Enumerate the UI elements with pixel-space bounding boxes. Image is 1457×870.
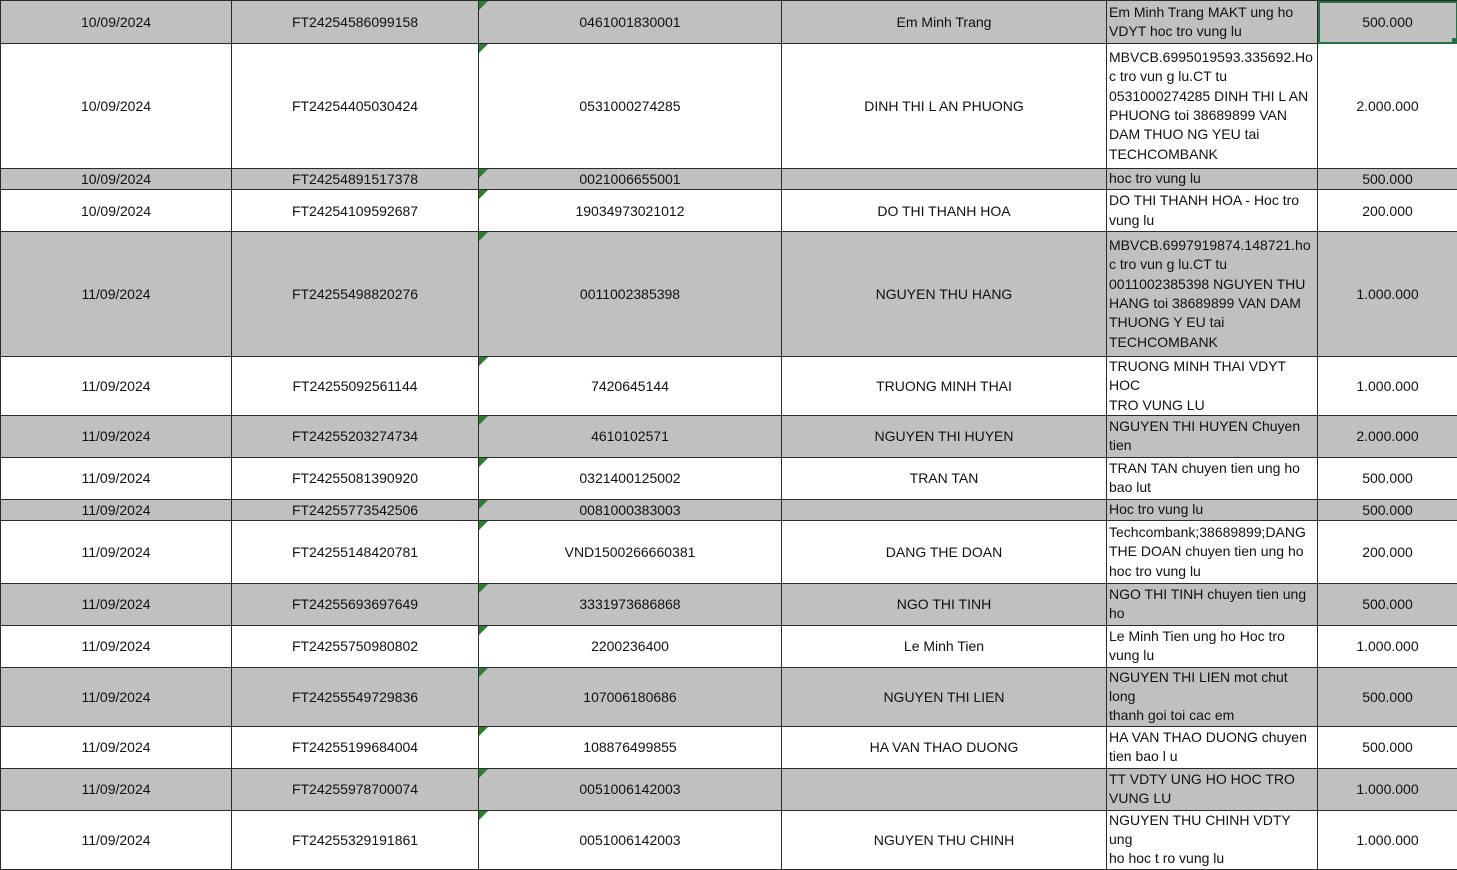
date-cell[interactable]: 11/09/2024	[1, 415, 232, 457]
account-cell[interactable]: 108876499855	[479, 726, 782, 768]
table-row	[1, 1, 1457, 44]
account-cell[interactable]: 0321400125002	[479, 457, 782, 499]
account-cell[interactable]: 3331973686868	[479, 583, 782, 625]
name-cell[interactable]: NGUYEN THI HUYEN	[782, 415, 1107, 457]
account-cell[interactable]: 0051006142003	[479, 810, 782, 869]
amount-cell[interactable]: 500.000	[1318, 499, 1457, 520]
description-cell[interactable]: TRAN TAN chuyen tien ung ho bao lut	[1107, 457, 1318, 499]
table-row	[1, 667, 1457, 726]
amount-cell[interactable]: 500.000	[1318, 667, 1457, 726]
reference-cell[interactable]: FT24255199684004	[232, 726, 479, 768]
amount-cell[interactable]: 1.000.000	[1318, 768, 1457, 810]
date-cell[interactable]: 11/09/2024	[1, 625, 232, 667]
account-cell[interactable]: 4610102571	[479, 415, 782, 457]
name-cell[interactable]: NGUYEN THI LIEN	[782, 667, 1107, 726]
name-cell[interactable]	[782, 169, 1107, 190]
amount-cell[interactable]: 1.000.000	[1318, 625, 1457, 667]
table-row	[1, 520, 1457, 583]
table-row	[1, 583, 1457, 625]
account-cell[interactable]: 0051006142003	[479, 768, 782, 810]
name-cell[interactable]: HA VAN THAO DUONG	[782, 726, 1107, 768]
name-cell[interactable]: Em Minh Trang	[782, 1, 1107, 44]
amount-cell[interactable]: 500.000	[1318, 169, 1457, 190]
name-cell[interactable]: NGUYEN THU HANG	[782, 232, 1107, 357]
account-cell[interactable]: 2200236400	[479, 625, 782, 667]
reference-cell[interactable]: FT24254109592687	[232, 190, 479, 232]
name-cell[interactable]	[782, 499, 1107, 520]
amount-cell[interactable]: 200.000	[1318, 520, 1457, 583]
date-cell[interactable]: 10/09/2024	[1, 190, 232, 232]
reference-cell[interactable]: FT24255693697649	[232, 583, 479, 625]
account-cell[interactable]: 0081000383003	[479, 499, 782, 520]
reference-cell[interactable]: FT24255549729836	[232, 667, 479, 726]
description-cell[interactable]: TRUONG MINH THAI VDYT HOC TRO VUNG LU	[1107, 357, 1318, 416]
amount-cell[interactable]: 500.000	[1318, 457, 1457, 499]
reference-cell[interactable]: FT24255978700074	[232, 768, 479, 810]
description-cell[interactable]: DO THI THANH HOA - Hoc tro vung lu	[1107, 190, 1318, 232]
description-cell[interactable]: Em Minh Trang MAKT ung ho VDYT hoc tro vung lu	[1107, 1, 1318, 44]
description-cell[interactable]: NGO THI TINH chuyen tien ung ho	[1107, 583, 1318, 625]
description-cell[interactable]: MBVCB.6995019593.335692.Ho c tro vun g lu.CT tu 0531000274285 DINH THI L AN PHUONG toi 38689899 VAN DAM THUO NG YEU tai TECHCOMBANK	[1107, 44, 1318, 169]
table-row	[1, 169, 1457, 190]
date-cell[interactable]: 11/09/2024	[1, 726, 232, 768]
amount-cell[interactable]: 2.000.000	[1318, 44, 1457, 169]
account-cell[interactable]: 19034973021012	[479, 190, 782, 232]
table-row	[1, 44, 1457, 169]
date-cell[interactable]: 11/09/2024	[1, 499, 232, 520]
reference-cell[interactable]: FT24255773542506	[232, 499, 479, 520]
name-cell[interactable]: TRUONG MINH THAI	[782, 357, 1107, 416]
date-cell[interactable]: 10/09/2024	[1, 169, 232, 190]
name-cell[interactable]	[782, 768, 1107, 810]
name-cell[interactable]: DINH THI L AN PHUONG	[782, 44, 1107, 169]
amount-cell[interactable]: 500.000	[1318, 583, 1457, 625]
description-cell[interactable]: HA VAN THAO DUONG chuyen tien bao l u	[1107, 726, 1318, 768]
date-cell[interactable]: 11/09/2024	[1, 232, 232, 357]
description-cell[interactable]: Techcombank;38689899;DANG THE DOAN chuyen tien ung ho hoc tro vung lu	[1107, 520, 1318, 583]
table-row	[1, 726, 1457, 768]
table-row	[1, 357, 1457, 416]
table-row	[1, 232, 1457, 357]
reference-cell[interactable]: FT24255750980802	[232, 625, 479, 667]
description-cell[interactable]: NGUYEN THU CHINH VDTY ung ho hoc t ro vung lu	[1107, 810, 1318, 869]
table-row	[1, 415, 1457, 457]
date-cell[interactable]: 10/09/2024	[1, 44, 232, 169]
account-cell[interactable]: 0011002385398	[479, 232, 782, 357]
reference-cell[interactable]: FT24255329191861	[232, 810, 479, 869]
date-cell[interactable]: 11/09/2024	[1, 520, 232, 583]
amount-cell[interactable]: 1.000.000	[1318, 357, 1457, 416]
account-cell[interactable]: VND1500266660381	[479, 520, 782, 583]
sheet-body	[1, 1, 1457, 870]
account-cell[interactable]: 107006180686	[479, 667, 782, 726]
description-cell[interactable]: NGUYEN THI HUYEN Chuyen tien	[1107, 415, 1318, 457]
amount-cell[interactable]: 200.000	[1318, 190, 1457, 232]
date-cell[interactable]: 11/09/2024	[1, 768, 232, 810]
table-row	[1, 499, 1457, 520]
description-cell[interactable]: Hoc tro vung lu	[1107, 499, 1318, 520]
name-cell[interactable]: NGO THI TINH	[782, 583, 1107, 625]
amount-cell[interactable]: 1.000.000	[1318, 810, 1457, 869]
amount-cell[interactable]: 2.000.000	[1318, 415, 1457, 457]
amount-cell[interactable]: 500.000	[1318, 726, 1457, 768]
reference-cell[interactable]: FT24254405030424	[232, 44, 479, 169]
date-cell[interactable]: 11/09/2024	[1, 810, 232, 869]
amount-cell[interactable]: 500.000	[1318, 1, 1457, 44]
account-cell[interactable]: 7420645144	[479, 357, 782, 416]
date-cell[interactable]: 11/09/2024	[1, 457, 232, 499]
name-cell[interactable]: DANG THE DOAN	[782, 520, 1107, 583]
reference-cell[interactable]: FT24254891517378	[232, 169, 479, 190]
description-cell[interactable]: MBVCB.6997919874.148721.ho c tro vun g lu.CT tu 0011002385398 NGUYEN THU HANG toi 38689899 VAN DAM THUONG Y EU tai TECHCOMBANK	[1107, 232, 1318, 357]
reference-cell[interactable]: FT24254586099158	[232, 1, 479, 44]
name-cell[interactable]: Le Minh Tien	[782, 625, 1107, 667]
reference-cell[interactable]: FT24255203274734	[232, 415, 479, 457]
amount-cell[interactable]: 1.000.000	[1318, 232, 1457, 357]
reference-cell[interactable]: FT24255498820276	[232, 232, 479, 357]
date-cell[interactable]: 11/09/2024	[1, 667, 232, 726]
account-cell[interactable]: 0531000274285	[479, 44, 782, 169]
reference-cell[interactable]: FT24255092561144	[232, 357, 479, 416]
table-row	[1, 190, 1457, 232]
reference-cell[interactable]: FT24255148420781	[232, 520, 479, 583]
account-cell[interactable]: 0461001830001	[479, 1, 782, 44]
description-cell[interactable]: NGUYEN THI LIEN mot chut long thanh goi toi cac em	[1107, 667, 1318, 726]
table-row	[1, 625, 1457, 667]
description-cell[interactable]: Le Minh Tien ung ho Hoc tro vung lu	[1107, 625, 1318, 667]
reference-cell[interactable]: FT24255081390920	[232, 457, 479, 499]
table-row	[1, 457, 1457, 499]
description-cell[interactable]: hoc tro vung lu	[1107, 169, 1318, 190]
table-row	[1, 810, 1457, 869]
name-cell[interactable]: NGUYEN THU CHINH	[782, 810, 1107, 869]
date-cell[interactable]: 10/09/2024	[1, 1, 232, 44]
date-cell[interactable]: 11/09/2024	[1, 357, 232, 416]
account-cell[interactable]: 0021006655001	[479, 169, 782, 190]
name-cell[interactable]: TRAN TAN	[782, 457, 1107, 499]
description-cell[interactable]: TT VDTY UNG HO HOC TRO VUNG LU	[1107, 768, 1318, 810]
name-cell[interactable]: DO THI THANH HOA	[782, 190, 1107, 232]
date-cell[interactable]: 11/09/2024	[1, 583, 232, 625]
table-row	[1, 768, 1457, 810]
